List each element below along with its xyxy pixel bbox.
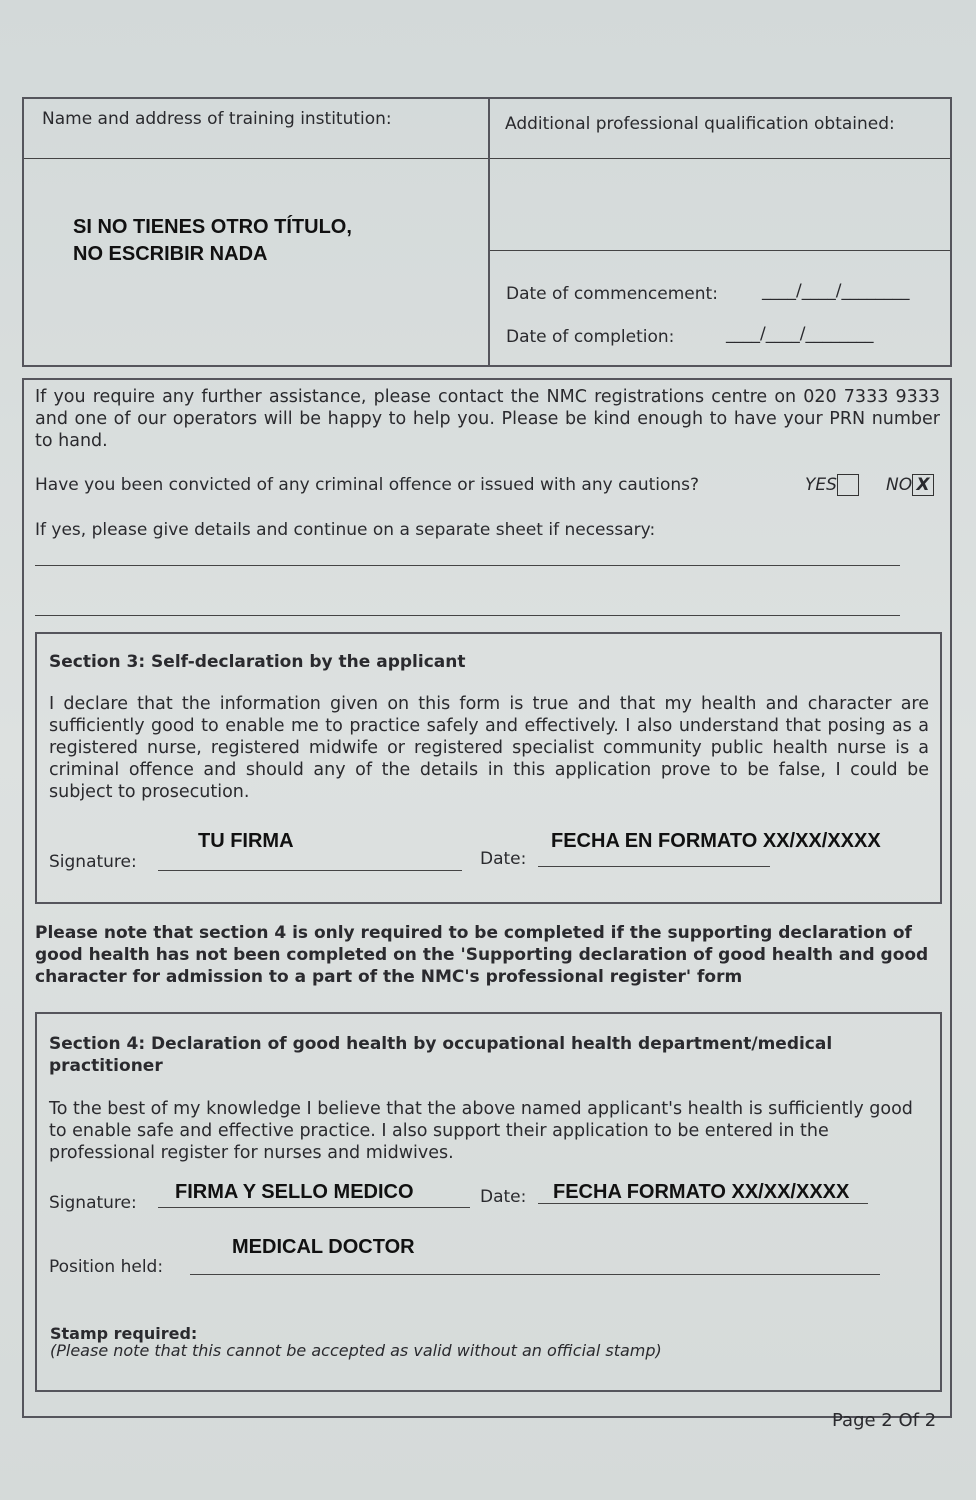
- date-note: FECHA FORMATO XX/XX/XXXX: [553, 1181, 850, 1203]
- handwritten-note: SI NO TIENES OTRO TÍTULO,: [73, 216, 352, 238]
- divider: [488, 99, 490, 365]
- signature-note: FIRMA Y SELLO MEDICO: [175, 1181, 414, 1203]
- signature-label: Signature:: [49, 852, 137, 872]
- no-label: NO: [886, 475, 913, 495]
- yes-checkbox[interactable]: [837, 474, 859, 496]
- date-field[interactable]: [538, 866, 770, 867]
- stamp-note: (Please note that this cannot be accepted as valid without an official stamp): [50, 1341, 662, 1360]
- signature-field[interactable]: [158, 1207, 470, 1208]
- conviction-question: Have you been convicted of any criminal offence or issued with any cautions?: [35, 475, 700, 495]
- date-note: FECHA EN FORMATO XX/XX/XXXX: [551, 830, 881, 852]
- signature-field[interactable]: [158, 870, 462, 871]
- stamp-label: Stamp required:: [50, 1324, 198, 1343]
- date-field[interactable]: [538, 1203, 868, 1204]
- position-note: MEDICAL DOCTOR: [232, 1236, 415, 1258]
- no-checkbox[interactable]: X: [912, 474, 934, 496]
- position-label: Position held:: [49, 1257, 164, 1277]
- divider: [24, 158, 950, 159]
- section-3-body: I declare that the information given on this form is true and that my health and character are sufficiently good to enable me to practice safely and effectively. I also understand that posing as a registered nurse, registered midwife or registered specialist community public health nurse is a criminal offence and should any of the details in this application prove to be false, I could be subject to prosecution.: [49, 694, 929, 802]
- section-3-title: Section 3: Self-declaration by the applicant: [49, 652, 466, 672]
- signature-label: Signature:: [49, 1193, 137, 1213]
- handwritten-note: NO ESCRIBIR NADA: [73, 243, 268, 265]
- signature-note: TU FIRMA: [198, 830, 294, 852]
- no-option[interactable]: [886, 474, 934, 496]
- divider: [490, 250, 950, 251]
- commencement-field[interactable]: ____/____/________: [762, 281, 910, 301]
- details-prompt: If yes, please give details and continue on a separate sheet if necessary:: [35, 520, 656, 540]
- details-line[interactable]: [35, 615, 900, 616]
- details-line[interactable]: [35, 565, 900, 566]
- position-field[interactable]: [190, 1274, 880, 1275]
- date-label: Date:: [480, 849, 527, 869]
- yes-label: YES: [805, 475, 837, 495]
- assistance-text: If you require any further assistance, please contact the NMC registrations centre on 020 7333 9333 and one of our operators will be happy to help you. Please be kind enough to have your PRN number to hand.: [35, 387, 940, 451]
- completion-field[interactable]: ____/____/________: [726, 324, 874, 344]
- commencement-label: Date of commencement:: [506, 284, 718, 304]
- section-4-note: Please note that section 4 is only required to be completed if the supporting declaration of good health has not been completed on the 'Supporting declaration of good health and good character for admission to a part of the NMC's professional register' form: [35, 923, 929, 987]
- institution-label: Name and address of training institution:: [42, 109, 392, 129]
- page-number: Page 2 Of 2: [832, 1410, 937, 1431]
- date-label: Date:: [480, 1187, 527, 1207]
- qualification-label: Additional professional qualification obtained:: [505, 114, 895, 134]
- yes-option[interactable]: [805, 474, 859, 496]
- completion-label: Date of completion:: [506, 327, 675, 347]
- section-4-title: Section 4: Declaration of good health by occupational health department/medical practitioner: [49, 1034, 833, 1076]
- section-4-body: To the best of my knowledge I believe that the above named applicant's health is sufficiently good to enable safe and effective practice. I also support their application to be entered in the professional register for nurses and midwives.: [49, 1099, 913, 1163]
